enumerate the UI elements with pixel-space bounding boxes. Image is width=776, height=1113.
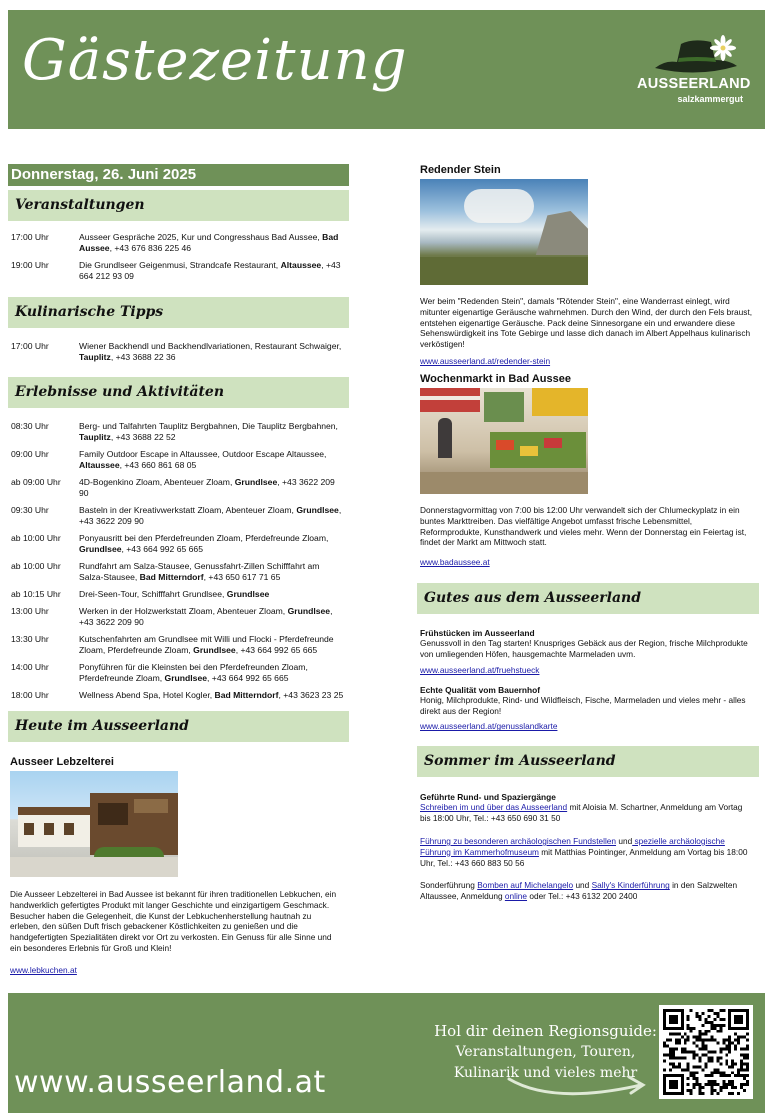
lebzelterei-photo [10,771,178,877]
right-column [417,164,759,902]
michelangelo-link[interactable]: Bomben auf Michelangelo [477,880,574,891]
tip-title: Geführte Rund- und Spaziergänge [420,792,556,803]
event-time: 19:00 Uhr [11,260,49,270]
event-time: 17:00 Uhr [11,341,49,351]
guide-line-3: Kulinarik und vieles mehr [453,1065,638,1081]
event-row [11,606,349,628]
footer-banner [8,993,765,1113]
fundstellen-link[interactable]: Führung zu besonderen archäologischen Fundstellen [420,835,617,846]
online-link[interactable]: online [504,891,528,902]
tip-item [417,628,759,678]
guide-line-2: Veranstaltungen, Touren, [455,1044,636,1060]
event-time: ab 10:00 Uhr [11,561,61,571]
event-desc: Ponyführen für die Kleinsten bei den Pferdefreunden Zloam, Pferdefreunde Zloam, Grundlsee, +43 664 992 65 665 [79,662,308,683]
section-gutes: Gutes aus dem Ausseerland [417,583,759,614]
qr-code[interactable] [659,1005,753,1099]
event-time: 17:00 Uhr [11,232,49,242]
event-time: 09:00 Uhr [11,449,49,459]
section-heute: Heute im Ausseerland [8,711,349,742]
event-time: ab 10:00 Uhr [11,533,61,543]
event-time: ab 10:15 Uhr [11,589,61,599]
section-erlebnisse: Erlebnisse und Aktivitäten [8,377,349,408]
feature-text: Die Ausseer Lebzelterei in Bad Aussee ist bekannt für ihren traditionellen Lebkuchen, ein handwerklich gefertigtes Produkt mit langer Geschichte und einzigartigem Geschmack. Besucher haben die Gelegenheit, die Kunst der Lebkuchenherstellung hautnah zu erleben, den süßen Duft frisch gebackener Köstlichkeiten zu genießen und die handgefertigten Spezialitäten direkt vor Ort zu verkosten. Ein Genuss für alle Sinne und ein besonderes Erlebnis für Groß und Klein! [10,889,337,953]
event-time: 18:00 Uhr [11,690,49,700]
event-row [11,421,349,443]
event-desc: Rundfahrt am Salza-Stausee, Genussfahrt-Zillen Schifffahrt am Salza-Stausee, Bad Mitterndorf, +43 650 617 71 65 [79,561,320,582]
event-desc: 4D-Bogenkino Zloam, Abenteuer Zloam, Grundlsee, +43 3622 209 90 [79,477,335,498]
event-desc: Werken in der Holzwerkstatt Zloam, Abenteuer Zloam, Grundlsee, +43 3622 209 90 [79,606,333,627]
tour-paragraph: Sonderführung Bomben auf Michelangelo und Sally's Kinderführung in den Salzwelten Altaussee, Anmeldung online oder Tel.: +43 6132 200 2400 [420,880,738,902]
event-row [11,533,349,555]
genusslandkarte-link[interactable]: www.ausseerland.at/genusslandkarte [420,721,558,732]
event-row [11,260,349,282]
schreiben-link[interactable]: Schreiben im und über das Ausseerland [420,802,568,813]
date-heading: Donnerstag, 26. Juni 2025 [8,164,349,186]
event-row [11,477,349,499]
arrow-icon [503,1065,653,1105]
event-time: ab 09:00 Uhr [11,477,61,487]
kinderfuehrung-link[interactable]: Sally's Kinderführung [591,880,670,891]
event-row [11,634,349,656]
event-desc: Die Grundlseer Geigenmusi, Strandcafe Restaurant, Altaussee, +43 664 212 93 09 [79,260,341,281]
section-veranstaltungen: Veranstaltungen [8,190,349,221]
feature-text: Donnerstagvormittag von 7:00 bis 12:00 Uhr verwandelt sich der Chlumeckyplatz in ein buntes Markttreiben. Das vielfältige Angebot umfasst frische Lebensmittel, Reformprodukte, Kunsthandwerk und vieles mehr. Wenn der Donnerstag ein Feiertag ist, findet der Markt am Mittwoch statt. [420,504,747,548]
kammerhofmuseum-link[interactable]: spezielle archäologische Führung im Kammerhofmuseum [420,835,725,857]
event-desc: Ponyausritt bei den Pferdefreunden Zloam, Pferdefreunde Zloam, Grundlsee, +43 664 992 65 665 [79,533,329,554]
event-desc: Wellness Abend Spa, Hotel Kogler, Bad Mitterndorf, +43 3623 23 25 [79,690,344,700]
event-desc: Berg- und Talfahrten Tauplitz Bergbahnen, Die Tauplitz Bergbahnen, Tauplitz, +43 3688 22 52 [79,421,338,442]
event-row [11,449,349,471]
event-desc: Ausseer Gespräche 2025, Kur und Congresshaus Bad Aussee, Bad Aussee, +43 676 836 225 46 [79,232,339,253]
feature-text: Wer beim "Redenden Stein", damals "Rötender Stein", eine Wanderrast einlegt, wird mitunter eigenartige Geräusche wahrnehmen. Durch den Wind, der durch den Fels braust, entstehen eigenartige Geräusche. Pack deine Sinnesorgane ein und erwandere diese Sehenswürdigkeit ins Tote Gebirge und lasse dich danach im Albert Appelhaus kulinarisch verköstigen! [420,296,753,350]
event-row [11,505,349,527]
redender-stein-link[interactable]: www.ausseerland.at/redender-stein [420,355,551,366]
tip-text: Genussvoll in den Tag starten! Knuspriges Gebäck aus der Region, frische Milchprodukte von umliegenden Höfen, hausgemachte Marmeladen uvm. [420,638,748,659]
event-row [11,690,349,701]
wochenmarkt-photo [420,388,588,494]
event-time: 08:30 Uhr [11,421,49,431]
feature-title: Ausseer Lebzelterei [10,756,114,768]
feature-title: Redender Stein [420,164,501,176]
event-desc: Kutschenfahrten am Grundlsee mit Willi und Flocki - Pferdefreunde Zloam, Pferdefreunde Zloam, Grundlsee, +43 664 992 65 665 [79,634,334,655]
event-list [8,221,349,297]
ausseerland-logo [637,34,751,112]
event-time: 13:30 Uhr [11,634,49,644]
lebkuchen-link[interactable]: www.lebkuchen.at [10,964,77,975]
event-desc: Basteln in der Kreativwerkstatt Zloam, Abenteuer Zloam, Grundlsee, +43 3622 209 90 [79,505,342,526]
event-list [8,328,349,377]
fruehstueck-link[interactable]: www.ausseerland.at/fruehstueck [420,664,540,675]
event-time: 14:00 Uhr [11,662,49,672]
tip-item [417,685,759,735]
footer-website[interactable]: www.ausseerland.at [14,1065,326,1100]
logo-subtitle: salzkammergut [677,94,743,104]
event-row [11,662,349,684]
qr-code-icon [663,1009,749,1095]
feature-title: Wochenmarkt in Bad Aussee [420,372,571,385]
guide-line-1: Hol dir deinen Regionsguide: [434,1022,657,1040]
event-desc: Wiener Backhendl und Backhendlvariationen, Restaurant Schwaiger, Tauplitz, +43 3688 22 36 [79,341,342,362]
event-time: 09:30 Uhr [11,505,49,515]
hat-edelweiss-icon [637,34,747,80]
event-desc: Drei-Seen-Tour, Schifffahrt Grundlsee, Grundlsee [79,589,270,599]
left-column [8,164,349,978]
redender-stein-photo [420,179,588,285]
tip-title: Frühstücken im Ausseerland [420,628,535,639]
section-sommer: Sommer im Ausseerland [417,746,759,777]
tour-paragraph: Schreiben im und über das Ausseerland mit Aloisia M. Schartner, Anmeldung am Vortag bis 18:00 Uhr, Tel.: +43 650 690 31 50 [420,802,743,824]
section-kulinarische-tipps: Kulinarische Tipps [8,297,349,328]
tour-paragraph: Führung zu besonderen archäologischen Fundstellen und spezielle archäologische Führung im Kammerhofmuseum mit Matthias Pointinger, Anmeldung am Vortag bis 18:00 Uhr, Tel.: +43 660 883 50 56 [420,835,748,868]
event-row [11,561,349,583]
event-list [8,408,349,711]
event-time: 13:00 Uhr [11,606,49,616]
event-desc: Family Outdoor Escape in Altaussee, Outdoor Escape Altaussee, Altaussee, +43 660 861 68 05 [79,449,327,470]
badaussee-link[interactable]: www.badaussee.at [420,557,490,568]
event-row [11,341,349,363]
tip-text: Honig, Milchprodukte, Rind- und Wildfleisch, Fische, Marmeladen und vieles mehr - alles direkt aus der Region! [420,694,746,716]
event-row [11,232,349,254]
tip-title: Echte Qualität vom Bauernhof [420,684,541,695]
event-row [11,589,349,600]
header-banner [8,10,765,129]
page-title: Gästezeitung [22,28,408,93]
logo-wordmark: AUSSEERLAND [637,76,751,92]
